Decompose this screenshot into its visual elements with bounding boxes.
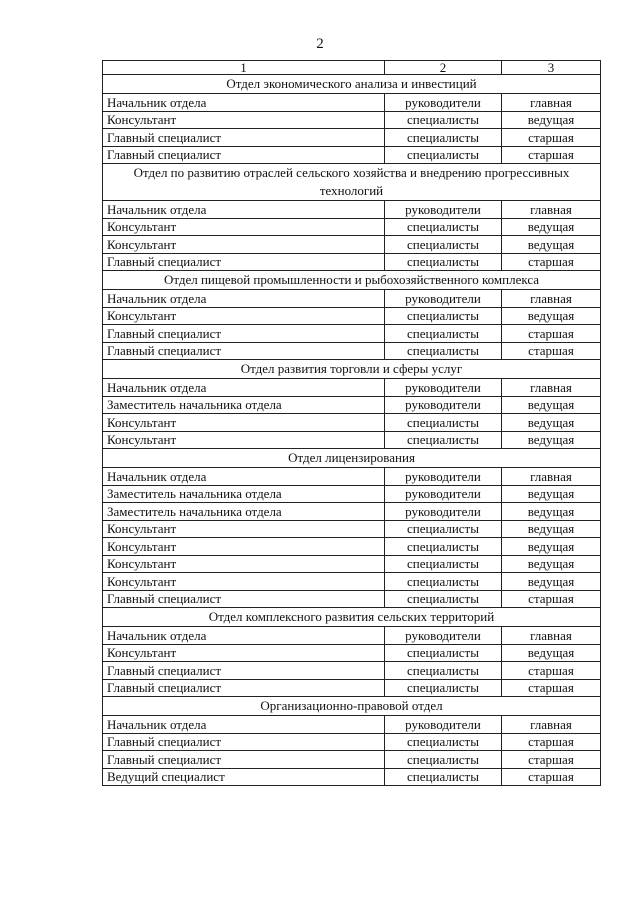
table-row	[103, 627, 601, 645]
category-cell: специалисты	[385, 751, 502, 769]
group-cell: старшая	[502, 342, 601, 360]
category-cell: руководители	[385, 201, 502, 219]
section-header-row	[103, 271, 601, 290]
group-cell: главная	[502, 379, 601, 397]
position-cell: Консультант	[103, 307, 385, 325]
position-cell: Начальник отдела	[103, 201, 385, 219]
category-cell: специалисты	[385, 218, 502, 236]
group-cell: главная	[502, 716, 601, 734]
position-cell: Главный специалист	[103, 751, 385, 769]
column-number-1: 1	[103, 61, 385, 75]
group-cell: ведущая	[502, 414, 601, 432]
category-cell: специалисты	[385, 236, 502, 254]
position-cell: Консультант	[103, 431, 385, 449]
section-header-row	[103, 449, 601, 468]
section-header-row	[103, 697, 601, 716]
section-header-row	[103, 75, 601, 94]
position-cell: Консультант	[103, 236, 385, 254]
position-cell: Консультант	[103, 644, 385, 662]
section-title: Отдел комплексного развития сельских территорий	[103, 608, 601, 627]
group-cell: главная	[502, 201, 601, 219]
position-cell: Главный специалист	[103, 325, 385, 343]
group-cell: ведущая	[502, 218, 601, 236]
category-cell: специалисты	[385, 307, 502, 325]
group-cell: ведущая	[502, 307, 601, 325]
table-row	[103, 307, 601, 325]
group-cell: ведущая	[502, 485, 601, 503]
table-row	[103, 733, 601, 751]
group-cell: старшая	[502, 146, 601, 164]
position-cell: Главный специалист	[103, 679, 385, 697]
page-number: 2	[316, 36, 324, 52]
table-row	[103, 414, 601, 432]
table-row	[103, 503, 601, 521]
table-row	[103, 679, 601, 697]
category-cell: руководители	[385, 94, 502, 112]
category-cell: специалисты	[385, 414, 502, 432]
table-row	[103, 768, 601, 786]
section-title: Отдел по развитию отраслей сельского хозяйства и внедрению прогрессивных технологий	[103, 164, 601, 201]
category-cell: специалисты	[385, 146, 502, 164]
table-row	[103, 201, 601, 219]
table-row	[103, 236, 601, 254]
section-title: Отдел развития торговли и сферы услуг	[103, 360, 601, 379]
table-row	[103, 290, 601, 308]
table-row	[103, 468, 601, 486]
group-cell: главная	[502, 627, 601, 645]
position-cell: Главный специалист	[103, 342, 385, 360]
table-row	[103, 253, 601, 271]
column-number-2: 2	[385, 61, 502, 75]
position-cell: Заместитель начальника отдела	[103, 485, 385, 503]
position-cell: Заместитель начальника отдела	[103, 396, 385, 414]
position-cell: Начальник отдела	[103, 716, 385, 734]
section-title: Отдел лицензирования	[103, 449, 601, 468]
group-cell: старшая	[502, 325, 601, 343]
table-row	[103, 111, 601, 129]
position-cell: Начальник отдела	[103, 379, 385, 397]
section-title: Отдел пищевой промышленности и рыбохозяйственного комплекса	[103, 271, 601, 290]
category-cell: специалисты	[385, 662, 502, 680]
position-cell: Главный специалист	[103, 129, 385, 147]
staffing-table	[102, 60, 601, 786]
category-cell: специалисты	[385, 325, 502, 343]
category-cell: специалисты	[385, 555, 502, 573]
position-cell: Главный специалист	[103, 590, 385, 608]
position-cell: Консультант	[103, 538, 385, 556]
group-cell: ведущая	[502, 520, 601, 538]
table-row	[103, 716, 601, 734]
table-row	[103, 644, 601, 662]
table-row	[103, 555, 601, 573]
group-cell: ведущая	[502, 396, 601, 414]
category-cell: руководители	[385, 485, 502, 503]
position-cell: Главный специалист	[103, 733, 385, 751]
position-cell: Начальник отдела	[103, 627, 385, 645]
group-cell: старшая	[502, 590, 601, 608]
category-cell: руководители	[385, 468, 502, 486]
table-row	[103, 342, 601, 360]
table-row	[103, 396, 601, 414]
category-cell: специалисты	[385, 590, 502, 608]
staffing-table-body	[103, 61, 601, 786]
table-row	[103, 573, 601, 591]
table-row	[103, 129, 601, 147]
category-cell: специалисты	[385, 431, 502, 449]
group-cell: главная	[502, 94, 601, 112]
category-cell: специалисты	[385, 129, 502, 147]
position-cell: Консультант	[103, 218, 385, 236]
table-row	[103, 218, 601, 236]
group-cell: ведущая	[502, 573, 601, 591]
group-cell: главная	[502, 468, 601, 486]
table-row	[103, 485, 601, 503]
group-cell: старшая	[502, 768, 601, 786]
table-row	[103, 751, 601, 769]
group-cell: ведущая	[502, 555, 601, 573]
position-cell: Начальник отдела	[103, 468, 385, 486]
category-cell: руководители	[385, 379, 502, 397]
table-row	[103, 431, 601, 449]
position-cell: Заместитель начальника отдела	[103, 503, 385, 521]
category-cell: руководители	[385, 627, 502, 645]
group-cell: ведущая	[502, 111, 601, 129]
category-cell: специалисты	[385, 573, 502, 591]
position-cell: Главный специалист	[103, 253, 385, 271]
group-cell: ведущая	[502, 503, 601, 521]
table-row	[103, 94, 601, 112]
position-cell: Консультант	[103, 414, 385, 432]
group-cell: ведущая	[502, 644, 601, 662]
category-cell: специалисты	[385, 538, 502, 556]
table-row	[103, 520, 601, 538]
position-cell: Начальник отдела	[103, 94, 385, 112]
table-row	[103, 538, 601, 556]
group-cell: главная	[502, 290, 601, 308]
position-cell: Консультант	[103, 520, 385, 538]
category-cell: руководители	[385, 396, 502, 414]
position-cell: Консультант	[103, 555, 385, 573]
table-row	[103, 146, 601, 164]
position-cell: Главный специалист	[103, 146, 385, 164]
table-row	[103, 379, 601, 397]
category-cell: специалисты	[385, 733, 502, 751]
category-cell: специалисты	[385, 679, 502, 697]
section-header-row	[103, 608, 601, 627]
group-cell: ведущая	[502, 236, 601, 254]
group-cell: старшая	[502, 733, 601, 751]
group-cell: ведущая	[502, 538, 601, 556]
table-row	[103, 590, 601, 608]
position-cell: Консультант	[103, 573, 385, 591]
section-header-row	[103, 164, 601, 201]
section-title: Организационно-правовой отдел	[103, 697, 601, 716]
category-cell: специалисты	[385, 342, 502, 360]
category-cell: специалисты	[385, 520, 502, 538]
category-cell: руководители	[385, 716, 502, 734]
position-cell: Консультант	[103, 111, 385, 129]
group-cell: старшая	[502, 253, 601, 271]
group-cell: старшая	[502, 662, 601, 680]
category-cell: специалисты	[385, 768, 502, 786]
table-header-row	[103, 61, 601, 75]
category-cell: специалисты	[385, 253, 502, 271]
category-cell: специалисты	[385, 111, 502, 129]
category-cell: специалисты	[385, 644, 502, 662]
category-cell: руководители	[385, 290, 502, 308]
position-cell: Начальник отдела	[103, 290, 385, 308]
group-cell: старшая	[502, 129, 601, 147]
section-header-row	[103, 360, 601, 379]
table-row	[103, 662, 601, 680]
table-row	[103, 325, 601, 343]
group-cell: ведущая	[502, 431, 601, 449]
position-cell: Главный специалист	[103, 662, 385, 680]
section-title: Отдел экономического анализа и инвестиций	[103, 75, 601, 94]
category-cell: руководители	[385, 503, 502, 521]
group-cell: старшая	[502, 751, 601, 769]
column-number-3: 3	[502, 61, 601, 75]
group-cell: старшая	[502, 679, 601, 697]
position-cell: Ведущий специалист	[103, 768, 385, 786]
